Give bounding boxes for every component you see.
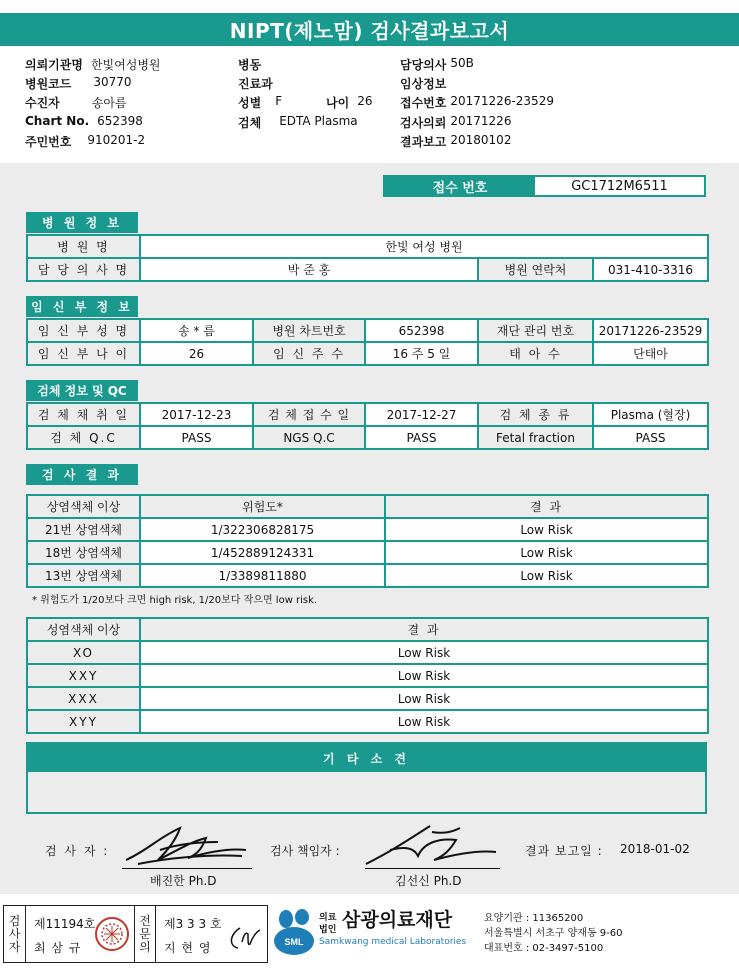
sex-result-header: 결 과 — [140, 618, 708, 641]
chromosome-name: 13번 상염색체 — [27, 564, 140, 587]
doctor-label: 담 당 의 사 명 — [27, 258, 140, 281]
tester-signature-line — [122, 868, 252, 869]
header-ward: 병동 — [238, 58, 262, 72]
risk-note: * 위험도가 1/20보다 크면 high risk, 1/20보다 작으면 low risk. — [32, 595, 318, 606]
mgmt-no-label: 재단 관리 번호 — [478, 319, 593, 342]
table-row — [27, 235, 708, 258]
org-code: 요양기관 : 11365200 — [484, 913, 584, 924]
sex-chrom-name: XXX — [27, 687, 140, 710]
pregnant-age-label: 임 신 부 나 이 — [27, 342, 140, 365]
table-row — [27, 564, 708, 587]
doctor-value: 박 준 홍 — [140, 258, 478, 281]
hospital-name-value: 한빛 여성 병원 — [140, 235, 708, 258]
header-receipt-no: 접수번호 20171226-23529 — [400, 94, 554, 110]
manager-label: 검사 책임자 : — [270, 844, 340, 858]
result-value: Low Risk — [385, 518, 708, 541]
fetal-fraction-value: PASS — [593, 426, 708, 449]
sml-branding — [272, 905, 737, 963]
receive-date-label: 검 체 접 수 일 — [253, 403, 365, 426]
tester-license-no: 제11194호 — [34, 917, 96, 931]
sex-chromosome-table — [26, 617, 709, 734]
chromosome-name: 21번 상염색체 — [27, 518, 140, 541]
result-value: Low Risk — [140, 710, 708, 733]
receipt-value: GC1712M6511 — [571, 178, 668, 194]
manager-signature-line — [365, 868, 500, 869]
pregnant-name-value: 송 * 름 — [140, 319, 253, 342]
table-row — [27, 710, 708, 733]
tester-signature — [118, 820, 253, 868]
report-title: NIPT(제노맘) 검사결과보고서 — [0, 13, 739, 46]
fetal-fraction-label: Fetal fraction — [478, 426, 593, 449]
sex-chrom-name: XO — [27, 641, 140, 664]
weeks-label: 임 신 주 수 — [253, 342, 365, 365]
receive-date-value: 2017-12-27 — [365, 403, 478, 426]
fetus-label: 태 아 수 — [478, 342, 593, 365]
org-name: 삼광의료재단 — [342, 909, 453, 931]
table-row — [27, 541, 708, 564]
other-findings-title: 기 타 소 견 — [28, 744, 705, 772]
table-row — [27, 641, 708, 664]
header-age: 나이 26 — [326, 94, 373, 110]
result-header: 결 과 — [385, 495, 708, 518]
receipt-box — [383, 175, 706, 197]
specialist-signature — [226, 924, 262, 952]
header-department: 진료과 — [238, 77, 273, 91]
contact-label: 병원 연락처 — [478, 258, 593, 281]
patient-table — [26, 318, 709, 366]
specialist-license-name: 지 현 영 — [164, 941, 212, 955]
manager-signature — [360, 820, 500, 868]
hospital-table — [26, 234, 709, 282]
org-prefix-2: 법인 — [319, 925, 337, 935]
table-row — [27, 319, 708, 342]
header-hospital-name: 의뢰기관명 한빛여성병원 — [25, 58, 161, 72]
header-request-date: 검사의뢰 20171226 — [400, 114, 512, 130]
tester-label: 검 사 자 : — [45, 844, 110, 858]
manager-name: 김선신 Ph.D — [395, 874, 462, 888]
collect-date-label: 검 체 채 취 일 — [27, 403, 140, 426]
table-row — [27, 426, 708, 449]
pregnant-age-value: 26 — [140, 342, 253, 365]
chromosome-name: 18번 상염색체 — [27, 541, 140, 564]
seal-stamp — [94, 916, 130, 952]
tester-name: 배진한 Ph.D — [150, 874, 217, 888]
chart-no-label: 병원 차트번호 — [253, 319, 365, 342]
report-date-value: 2018-01-02 — [620, 842, 690, 856]
table-row — [27, 342, 708, 365]
table-row — [27, 258, 708, 281]
sml-logo-icon — [272, 907, 316, 957]
specimen-type-value: Plasma (혈장) — [593, 403, 708, 426]
org-address: 서울특별시 서초구 양재동 9-60 — [484, 928, 623, 939]
svg-text:SML: SML — [284, 937, 304, 947]
receipt-label: 접수 번호 — [385, 177, 535, 195]
chart-no-value: 652398 — [365, 319, 478, 342]
hospital-name-label: 병 원 명 — [27, 235, 140, 258]
table-row — [27, 618, 708, 641]
sex-chrom-header: 성염색체 이상 — [27, 618, 140, 641]
ngs-qc-label: NGS Q.C — [253, 426, 365, 449]
specimen-table — [26, 402, 709, 450]
org-english-name: Samkwang medical Laboratories — [319, 937, 467, 947]
risk-value: 1/322306828175 — [140, 518, 385, 541]
tester-vertical-label: 검 사 자 — [4, 906, 26, 962]
header-chart-no: Chart No. 652398 — [25, 114, 143, 128]
report-header — [0, 48, 739, 160]
section-patient-title: 임 신 부 정 보 — [26, 296, 138, 317]
header-report-date: 결과보고 20180102 — [400, 133, 512, 149]
table-row — [27, 403, 708, 426]
header-sex: 성별 F — [238, 94, 283, 110]
table-row — [27, 664, 708, 687]
risk-value: 1/3389811880 — [140, 564, 385, 587]
footer-license-box — [3, 905, 268, 963]
weeks-value: 16 주 5 일 — [365, 342, 478, 365]
result-value: Low Risk — [385, 564, 708, 587]
table-row — [27, 495, 708, 518]
header-clinical-info: 임상정보 — [400, 77, 447, 91]
org-phone: 대표번호 : 02-3497-5100 — [484, 943, 604, 954]
table-row — [27, 687, 708, 710]
contact-value: 031-410-3316 — [593, 258, 708, 281]
risk-value: 1/452889124331 — [140, 541, 385, 564]
sex-chrom-name: XYY — [27, 710, 140, 733]
result-value: Low Risk — [140, 687, 708, 710]
header-hospital-code: 병원코드 30770 — [25, 75, 132, 91]
result-value: Low Risk — [140, 664, 708, 687]
sex-chrom-name: XXY — [27, 664, 140, 687]
fetus-value: 단태아 — [593, 342, 708, 365]
org-prefix-1: 의료 — [319, 913, 337, 923]
tester-license-name: 최 삼 규 — [34, 941, 82, 955]
report-date-label: 결과 보고일 : — [525, 844, 603, 858]
header-resident-no: 주민번호 910201-2 — [25, 133, 146, 149]
mgmt-no-value: 20171226-23529 — [593, 319, 708, 342]
result-value: Low Risk — [140, 641, 708, 664]
collect-date-value: 2017-12-23 — [140, 403, 253, 426]
specialist-license-no: 제3 3 3 호 — [164, 917, 222, 931]
specialist-vertical-label: 전 문 의 — [134, 906, 156, 962]
autosome-header: 상염색체 이상 — [27, 495, 140, 518]
autosome-results-table — [26, 494, 709, 588]
table-row — [27, 518, 708, 541]
specimen-qc-label: 검 체 Q.C — [27, 426, 140, 449]
section-results-title: 검 사 결 과 — [26, 464, 138, 485]
ngs-qc-value: PASS — [365, 426, 478, 449]
pregnant-name-label: 임 신 부 성 명 — [27, 319, 140, 342]
header-patient: 수진자 송아름 — [25, 96, 127, 110]
header-doctor: 담당의사 50B — [400, 56, 474, 72]
other-findings-box — [26, 742, 707, 814]
header-specimen: 검체 EDTA Plasma — [238, 114, 358, 130]
risk-header: 위험도* — [140, 495, 385, 518]
section-specimen-title: 검체 정보 및 QC — [26, 380, 138, 401]
specimen-type-label: 검 체 종 류 — [478, 403, 593, 426]
section-hospital-title: 병 원 정 보 — [26, 212, 138, 233]
specimen-qc-value: PASS — [140, 426, 253, 449]
result-value: Low Risk — [385, 541, 708, 564]
